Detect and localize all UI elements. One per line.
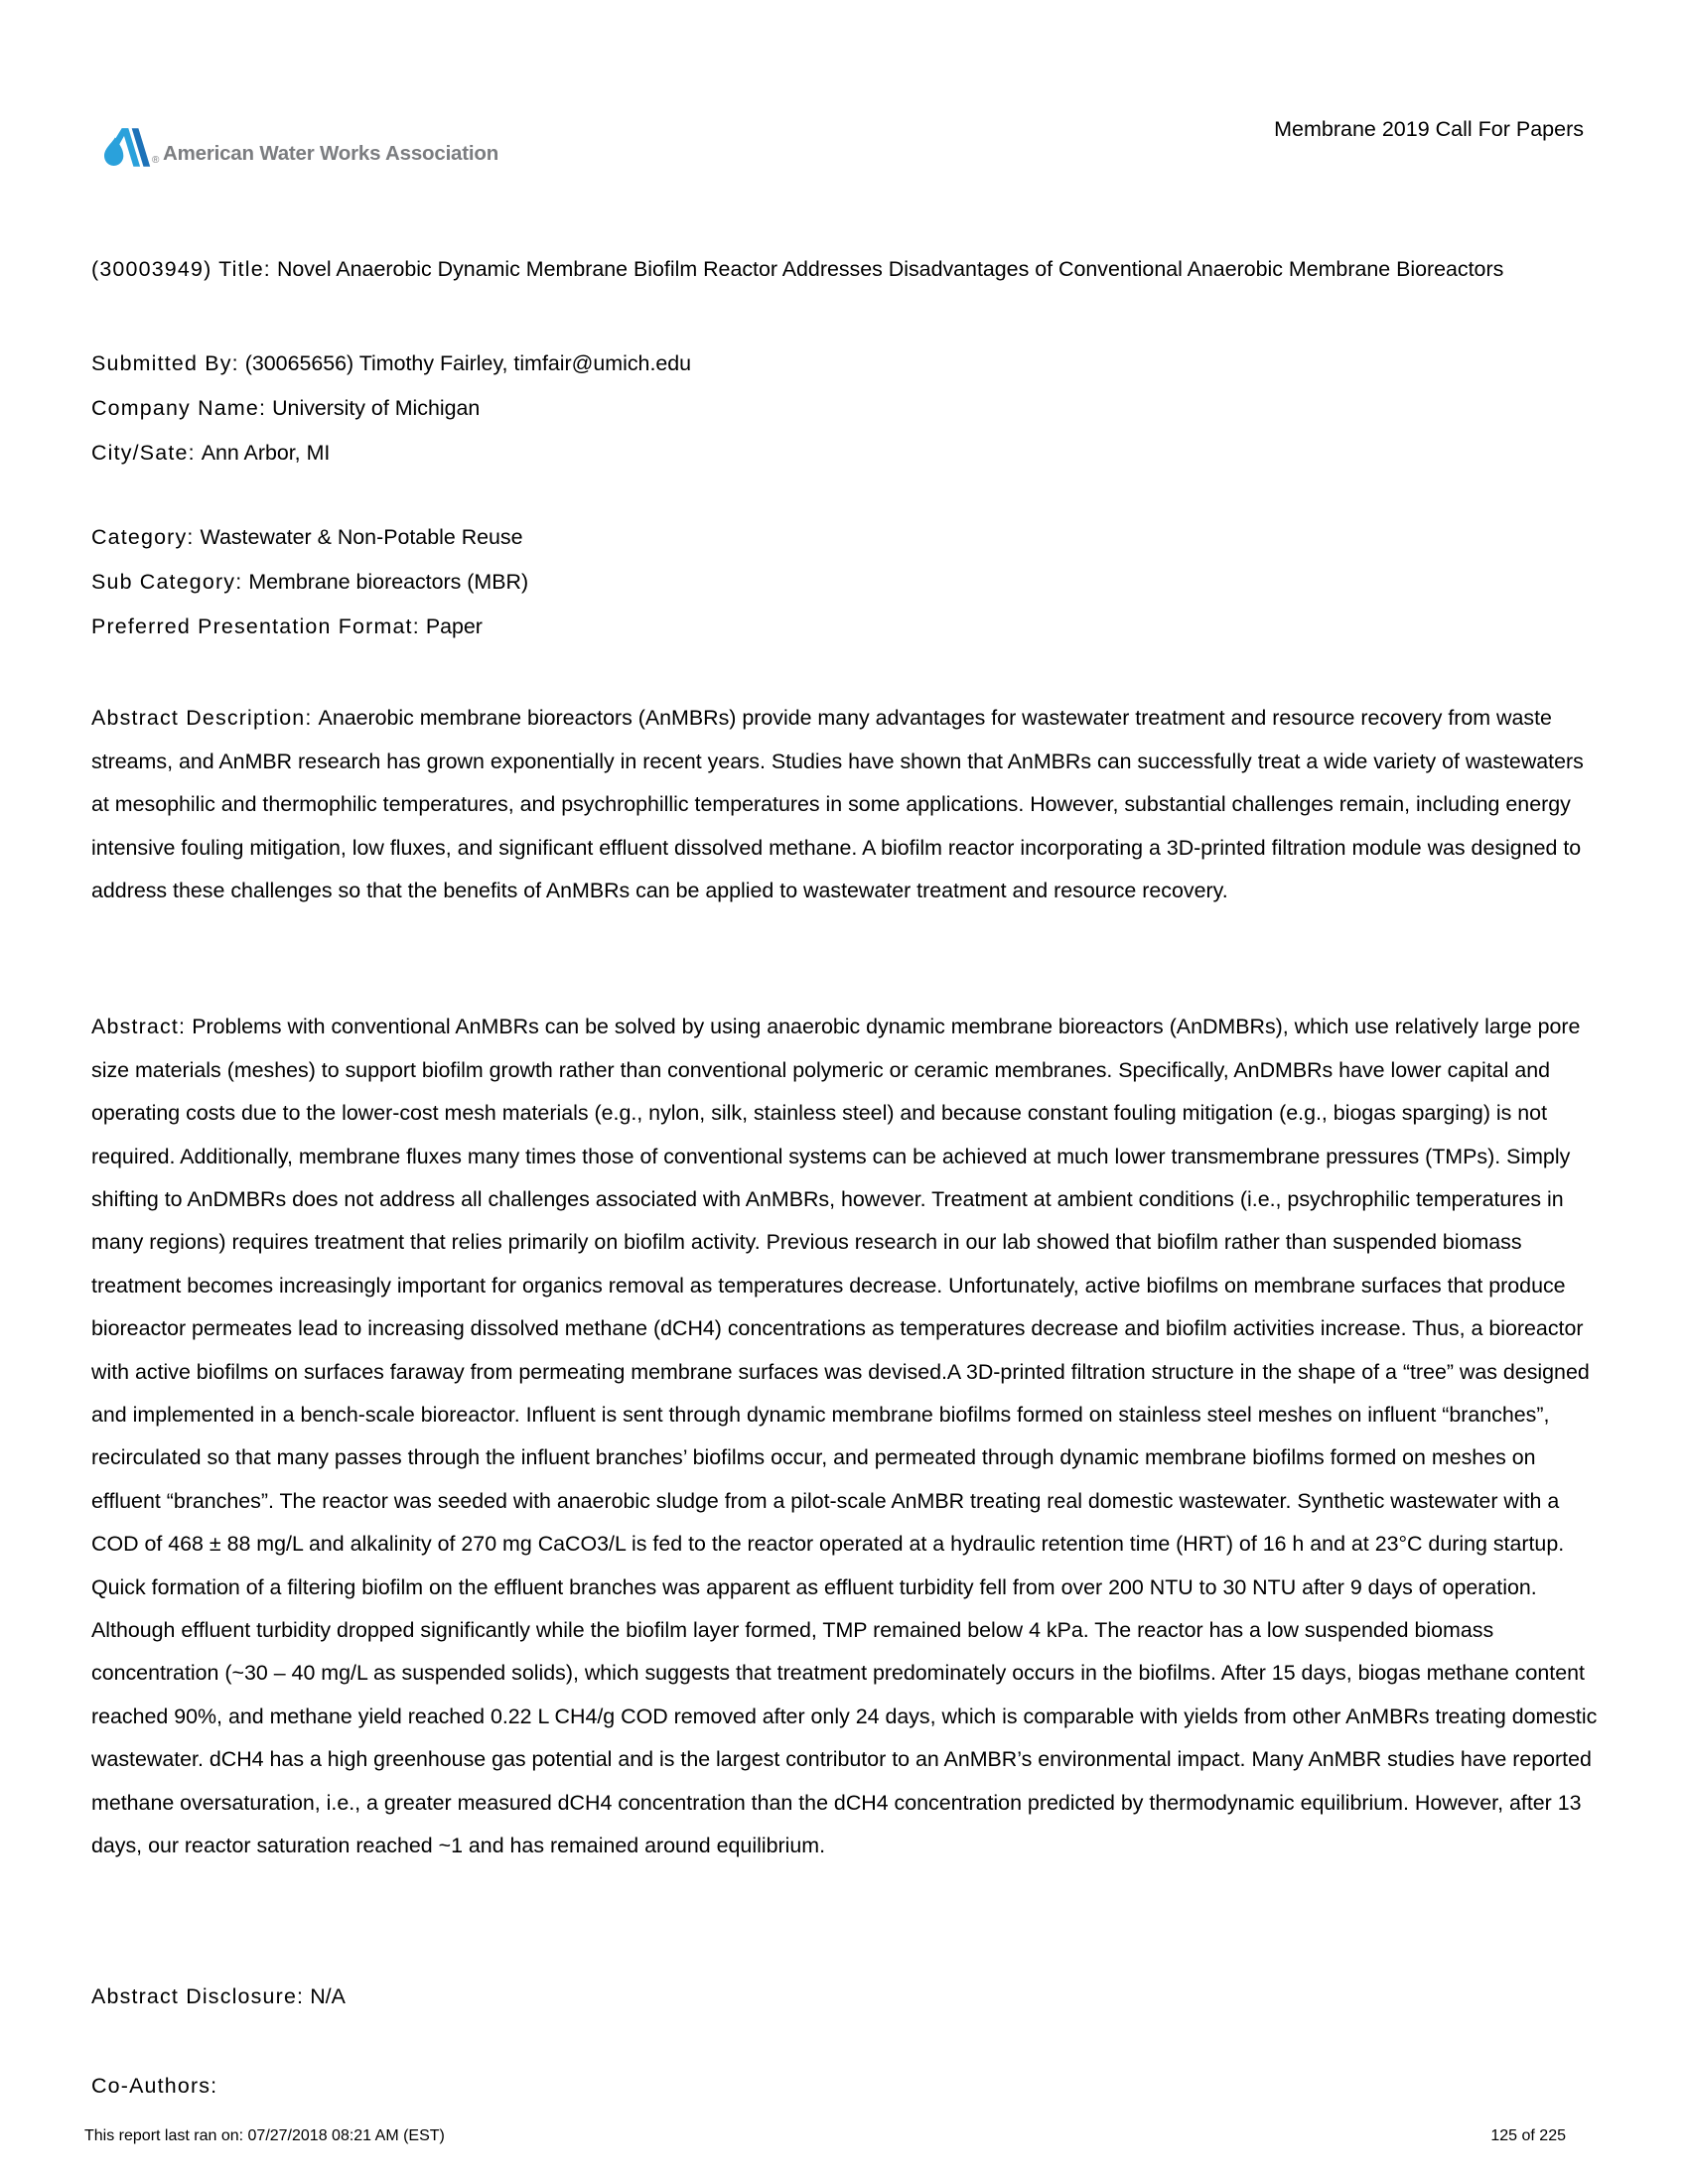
submission-title-text: Novel Anaerobic Dynamic Membrane Biofilm Reactor Addresses Disadvantages of Conventional Anaerobic Membrane Bioreactors bbox=[276, 257, 1504, 282]
footer-page-indicator: 125 of 225 bbox=[1490, 2127, 1566, 2144]
city-state-label: City/Sate: bbox=[91, 441, 196, 466]
awwa-logo-text: American Water Works Association bbox=[163, 142, 499, 165]
company-name-label: Company Name: bbox=[91, 396, 267, 421]
registered-trademark-symbol: ® bbox=[152, 155, 160, 166]
field-category bbox=[91, 525, 1601, 550]
sub-category-value: Membrane bioreactors (MBR) bbox=[248, 570, 529, 595]
abstract-description-label: Abstract Description: bbox=[91, 706, 313, 731]
co-authors-label: Co-Authors: bbox=[91, 2074, 218, 2099]
field-sub-category bbox=[91, 570, 1601, 595]
sub-category-label: Sub Category: bbox=[91, 570, 243, 595]
submitted-by-label: Submitted By: bbox=[91, 351, 239, 376]
abstract-paragraph bbox=[91, 1006, 1601, 1867]
abstract-disclosure-label: Abstract Disclosure: bbox=[91, 1984, 305, 2009]
field-abstract-disclosure bbox=[91, 1984, 1601, 2009]
abstract-description-paragraph bbox=[91, 697, 1601, 912]
field-presentation-format bbox=[91, 614, 1601, 639]
footer-last-ran-timestamp: This report last ran on: 07/27/2018 08:21 AM (EST) bbox=[84, 2127, 445, 2144]
abstract-disclosure-value: N/A bbox=[310, 1984, 346, 2009]
awwa-logo-mark bbox=[104, 123, 151, 172]
report-title: Membrane 2019 Call For Papers bbox=[1274, 117, 1584, 141]
presentation-format-value: Paper bbox=[425, 614, 483, 639]
presentation-format-label: Preferred Presentation Format: bbox=[91, 614, 420, 639]
submission-title-line bbox=[91, 257, 1601, 282]
category-label: Category: bbox=[91, 525, 195, 550]
city-state-value: Ann Arbor, MI bbox=[201, 441, 331, 466]
awwa-logo bbox=[104, 122, 621, 174]
submitted-by-value: (30065656) Timothy Fairley, timfair@umich.edu bbox=[244, 351, 692, 376]
abstract-description-text: Anaerobic membrane bioreactors (AnMBRs) provide many advantages for wastewater treatment and resource recovery from waste streams, and AnMBR research has grown exponentially in recent years. Studies have shown that AnMBRs can successfully treat a wide variety of wastewaters at mesophilic and thermophilic temperatures, and psychrophillic temperatures in some applications. However, substantial challenges remain, including energy intensive fouling mitigation, low fluxes, and significant effluent dissolved methane. A biofilm reactor incorporating a 3D-printed filtration module was designed to address these challenges so that the benefits of AnMBRs can be applied to wastewater treatment and resource recovery. bbox=[91, 706, 1584, 903]
field-company-name bbox=[91, 396, 1601, 421]
category-value: Wastewater & Non-Potable Reuse bbox=[200, 525, 523, 550]
field-submitted-by bbox=[91, 351, 1601, 376]
submission-id-title-label: (30003949) Title: bbox=[91, 257, 271, 282]
abstract-text: Problems with conventional AnMBRs can be solved by using anaerobic dynamic membrane bioreactors (AnDMBRs), which use relatively large pore size materials (meshes) to support biofilm growth rather than conventional polymeric or ceramic membranes. Specifically, AnDMBRs have lower capital and operating costs due to the lower-cost mesh materials (e.g., nylon, silk, stainless steel) and because constant fouling mitigation (e.g., biogas sparging) is not required. Additionally, membrane fluxes many times those of conventional systems can be achieved at much lower transmembrane pressures (TMPs). Simply shifting to AnDMBRs does not address all challenges associated with AnMBRs, however. Treatment at ambient conditions (i.e., psychrophilic temperatures in many regions) requires treatment that relies primarily on biofilm activity. Previous research in our lab showed that biofilm rather than suspended biomass treatment becomes increasingly important for organics removal as temperatures decrease. Unfortunately, active biofilms on membrane surfaces that produce bioreactor permeates lead to increasing dissolved methane (dCH4) concentrations as temperatures decrease and biofilm activities increase. Thus, a bioreactor with active biofilms on surfaces faraway from permeating membrane surfaces was devised.A 3D-printed filtration structure in the shape of a “tree” was designed and implemented in a bench-scale bioreactor. Influent is sent through dynamic membrane biofilms formed on stainless steel meshes on influent “branches”, recirculated so that many passes through the influent branches’ biofilms occur, and permeated through dynamic membrane biofilms formed on meshes on effluent “branches”. The reactor was seeded with anaerobic sludge from a pilot-scale AnMBR treating real domestic wastewater. Synthetic wastewater with a COD of 468 ± 88 mg/L and alkalinity of 270 mg CaCO3/L is fed to the reactor operated at a hydraulic retention time (HRT) of 16 h and at 23°C during startup. Quick formation of a filtering biofilm on the effluent branches was apparent as effluent turbidity fell from over 200 NTU to 30 NTU after 9 days of operation. Although effluent turbidity dropped significantly while the biofilm layer formed, TMP remained below 4 kPa. The reactor has a low suspended biomass concentration (~30 – 40 mg/L as suspended solids), which suggests that treatment predominately occurs in the biofilms. After 15 days, biogas methane content reached 90%, and methane yield reached 0.22 L CH4/g COD removed after only 24 days, which is comparable with yields from other AnMBRs treating domestic wastewater. dCH4 has a high greenhouse gas potential and is the largest contributor to an AnMBR’s environmental impact. Many AnMBR studies have reported methane oversaturation, i.e., a greater measured dCH4 concentration than the dCH4 concentration predicted by thermodynamic equilibrium. However, after 13 days, our reactor saturation reached ~1 and has remained around equilibrium. bbox=[91, 1015, 1598, 1858]
field-co-authors bbox=[91, 2074, 1601, 2099]
field-city-state bbox=[91, 441, 1601, 466]
company-name-value: University of Michigan bbox=[272, 396, 481, 421]
abstract-label: Abstract: bbox=[91, 1015, 187, 1039]
